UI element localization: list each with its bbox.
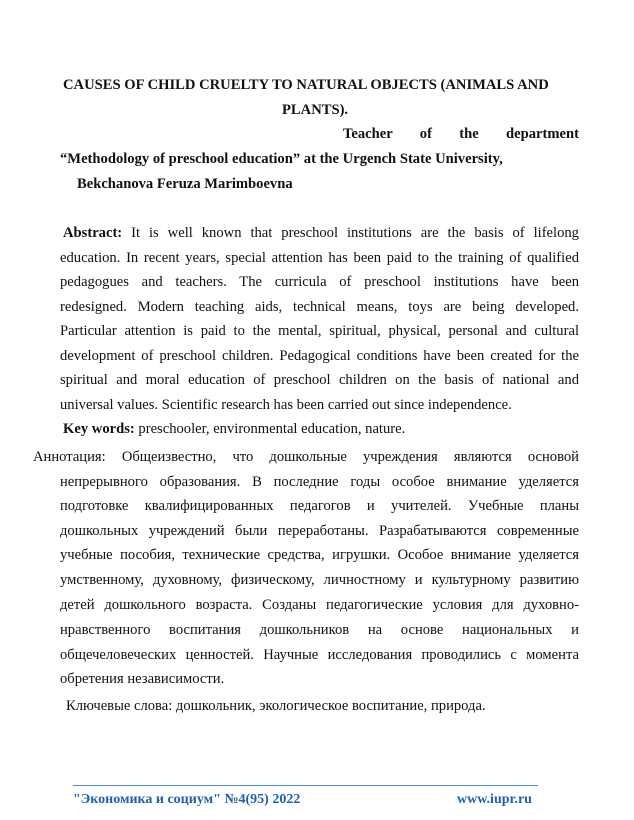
paper-title-line-2: PLANTS).: [282, 102, 349, 118]
author-affiliation-line-1: Teacher of the department: [343, 126, 579, 142]
footer-website-link[interactable]: www.iupr.ru: [457, 792, 532, 807]
annotation-line: нравственного воспитания дошкольников на основе национальных и: [60, 622, 579, 638]
abstract-line: [63, 224, 579, 242]
keywords-ru-line: Ключевые слова: дошкольник, экологическое воспитание, природа.: [66, 698, 486, 714]
footer-journal: "Экономика и социум" №4(95) 2022: [73, 792, 301, 807]
paper-title-line-1: CAUSES OF CHILD CRUELTY TO NATURAL OBJECTS (ANIMALS AND: [63, 77, 549, 93]
author-affiliation-line-2: “Methodology of preschool education” at the Urgench State University,: [60, 151, 503, 167]
abstract-line: spiritual and moral education of preschool children on the basis of national and: [60, 372, 579, 388]
annotation-line: общечеловеческих ценностей. Научные исследования проводились с момента: [60, 647, 579, 663]
annotation-line: подготовке квалифицированных педагогов и учителей. Учебные планы: [60, 498, 579, 514]
abstract-line: redesigned. Modern teaching aids, technical means, toys are being developed.: [60, 299, 579, 315]
keywords-text: preschooler, environmental education, nature.: [138, 421, 406, 437]
keywords-label: Key words:: [63, 421, 135, 437]
annotation-line: Аннотация: Общеизвестно, что дошкольные учреждения являются основой: [33, 449, 579, 465]
annotation-line: умственному, духовному, физическому, личностному и культурному развитию: [60, 572, 579, 588]
annotation-line: непрерывного образования. В последние годы особое внимание уделяется: [60, 474, 579, 490]
annotation-line: детей дошкольного возраста. Созданы педагогические условия для духовно-: [60, 597, 579, 613]
keywords-line: [63, 420, 405, 438]
abstract-line: development of preschool children. Pedagogical conditions have been created for the: [60, 348, 579, 364]
abstract-line: education. In recent years, special attention has been paid to the training of qualified: [60, 250, 579, 266]
abstract-label: Abstract:: [63, 225, 123, 241]
abstract-text: It is well known that preschool institutions are the basis of lifelong: [131, 225, 579, 241]
footer-divider: [73, 785, 538, 786]
annotation-line: учебные пособия, технические средства, игрушки. Особое внимание уделяется: [60, 547, 579, 563]
abstract-line: Particular attention is paid to the mental, spiritual, physical, personal and cultural: [60, 323, 579, 339]
abstract-line: universal values. Scientific research has been carried out since independence.: [60, 397, 512, 413]
author-name: Bekchanova Feruza Marimboevna: [77, 176, 293, 192]
annotation-line: дошкольных учреждений были переработаны. Разрабатываются современные: [60, 523, 579, 539]
annotation-line: обретения независимости.: [60, 671, 225, 687]
abstract-line: pedagogues and teachers. The curricula of preschool institutions have been: [60, 274, 579, 290]
